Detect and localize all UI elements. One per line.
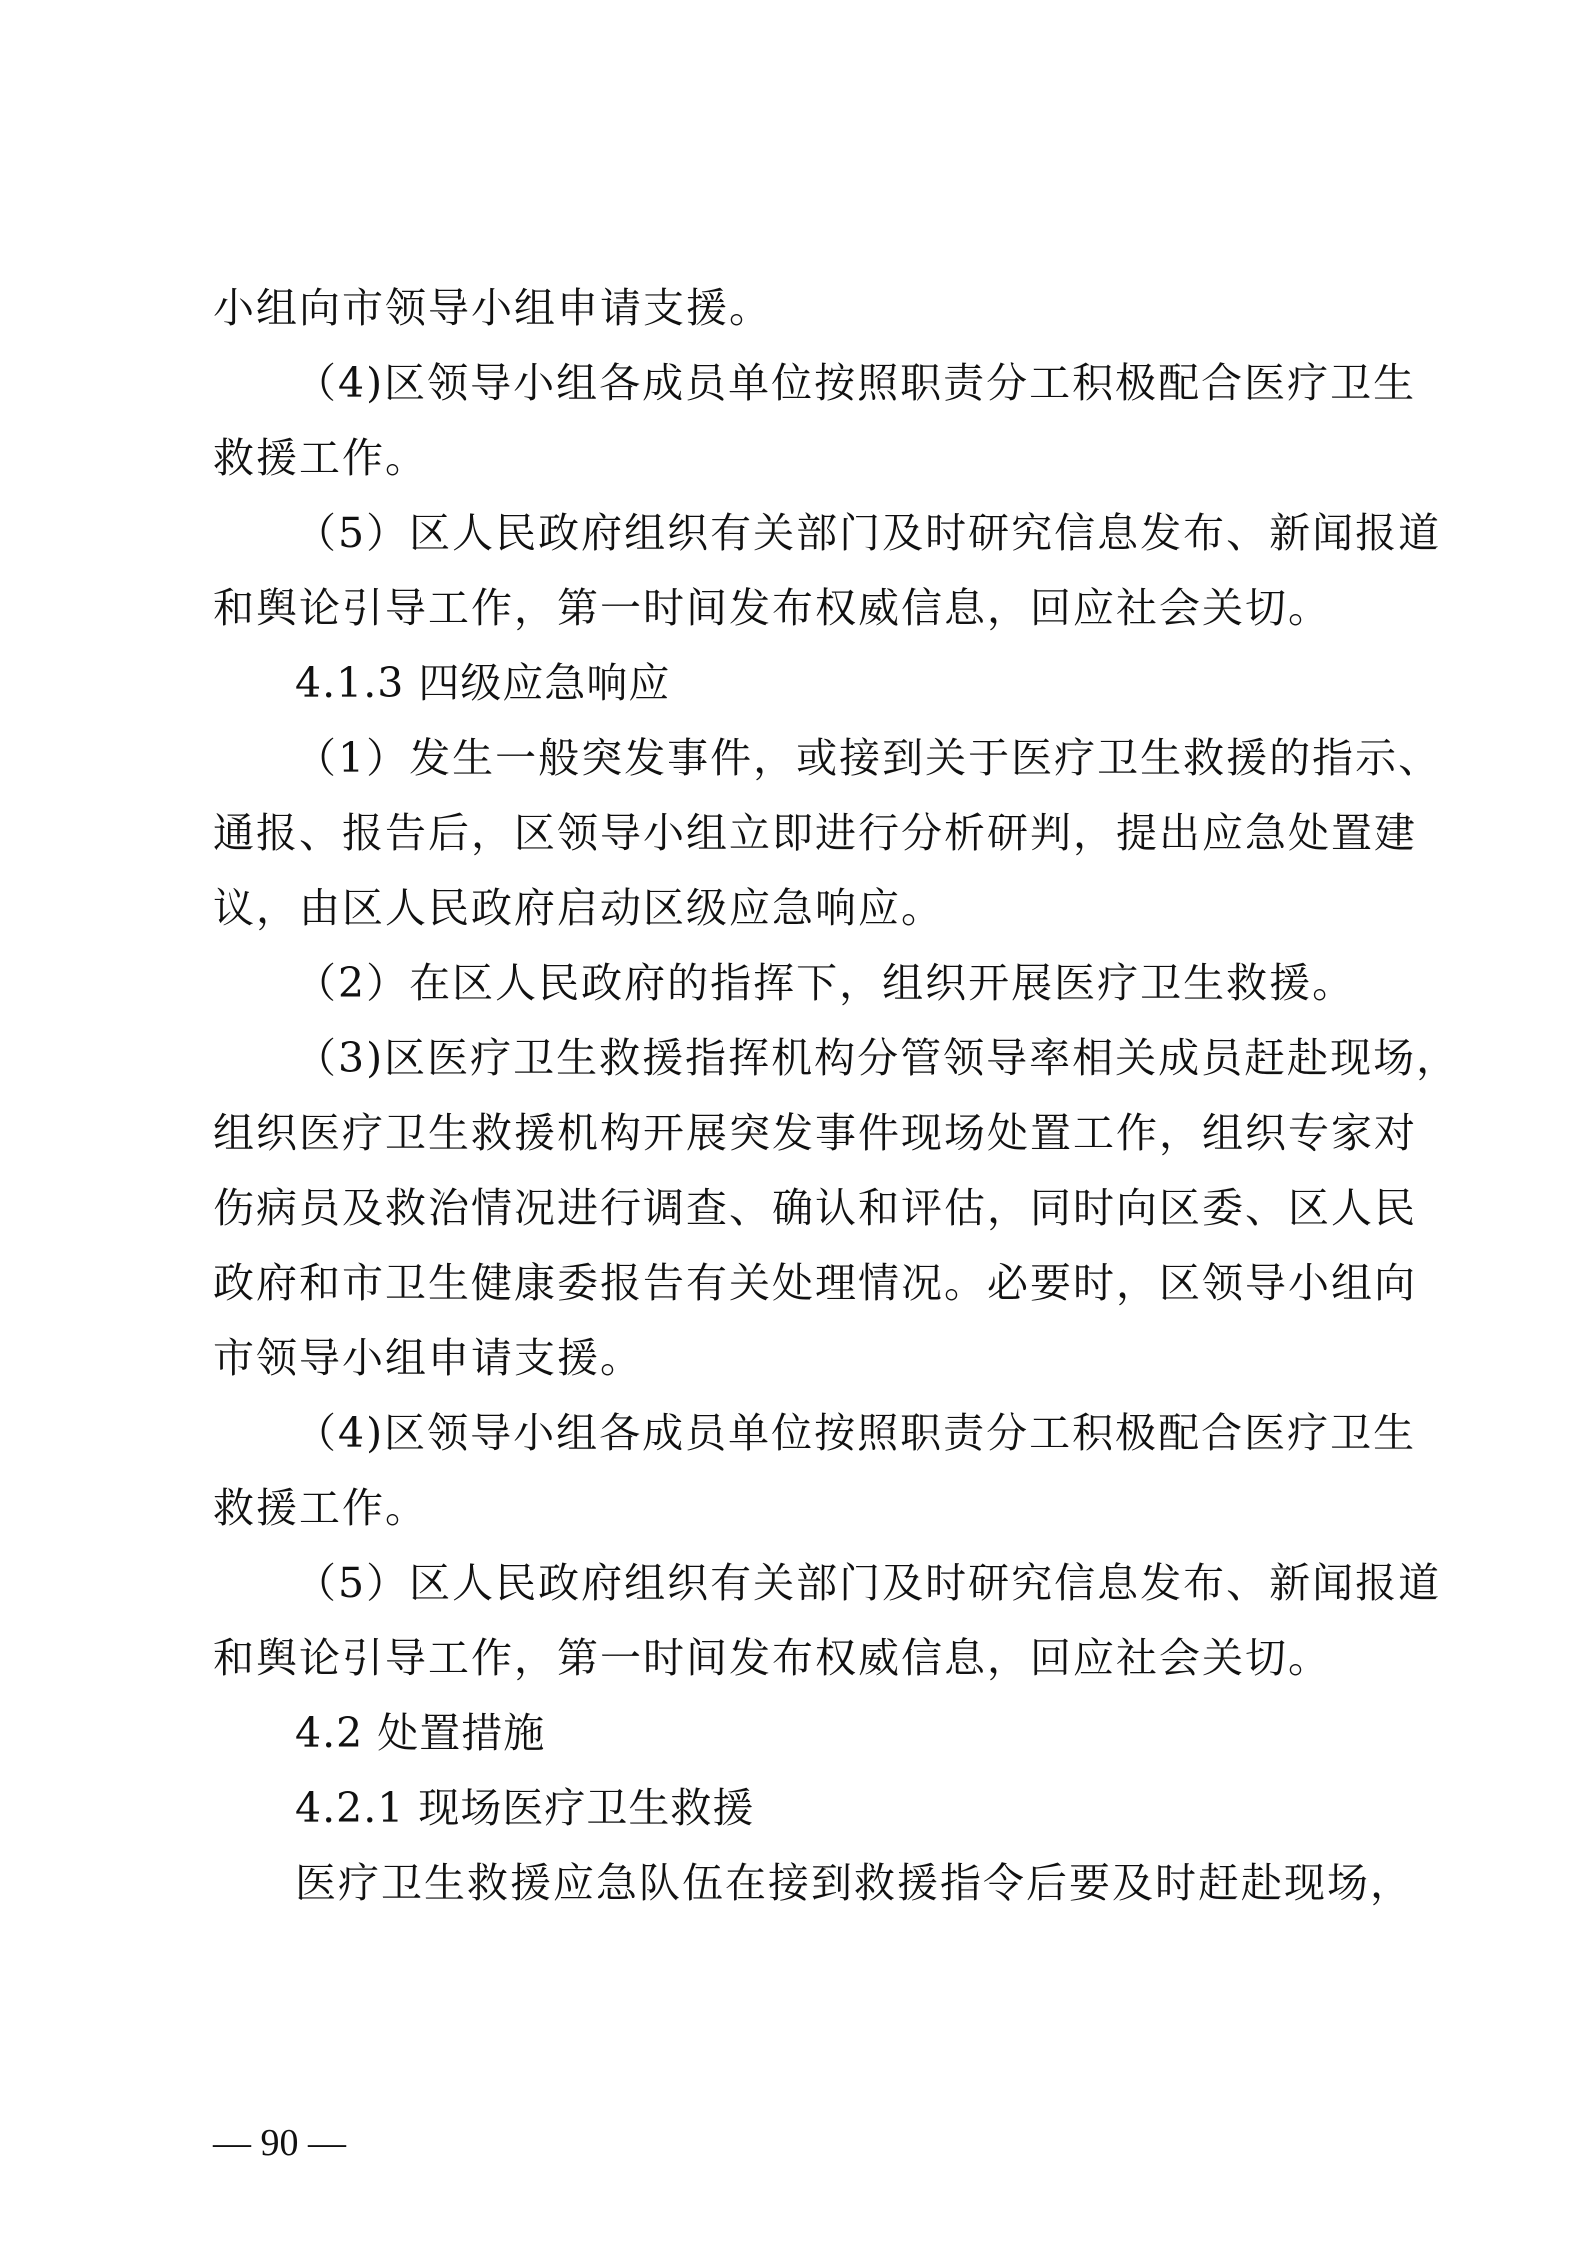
- text-line: 救援工作。: [213, 1484, 428, 1532]
- text-line: 议，由区人民政府启动区级应急响应。: [213, 884, 944, 932]
- text-line: 小组向市领导小组申请支援。: [213, 284, 772, 332]
- text-line: （5）区人民政府组织有关部门及时研究信息发布、新闻报道: [295, 1559, 1442, 1607]
- section-heading: 4.1.3 四级应急响应: [295, 659, 671, 707]
- text-line: （2）在区人民政府的指挥下，组织开展医疗卫生救援。: [295, 959, 1356, 1007]
- text-line: 组织医疗卫生救援机构开展突发事件现场处置工作，组织专家对: [213, 1109, 1417, 1157]
- text-line: 和舆论引导工作，第一时间发布权威信息，回应社会关切。: [213, 1634, 1331, 1682]
- section-heading: 4.2.1 现场医疗卫生救援: [295, 1784, 755, 1832]
- text-line: （5）区人民政府组织有关部门及时研究信息发布、新闻报道: [295, 509, 1442, 557]
- text-line: 和舆论引导工作，第一时间发布权威信息，回应社会关切。: [213, 584, 1331, 632]
- text-line: （3)区医疗卫生救援指挥机构分管领导率相关成员赶赴现场，: [295, 1034, 1460, 1082]
- section-heading: 4.2 处置措施: [295, 1709, 546, 1757]
- text-line: 救援工作。: [213, 434, 428, 482]
- text-line: （1）发生一般突发事件，或接到关于医疗卫生救援的指示、: [295, 734, 1442, 782]
- page-number: — 90 —: [213, 2122, 346, 2164]
- text-line: 市领导小组申请支援。: [213, 1334, 643, 1382]
- text-line: （4)区领导小组各成员单位按照职责分工积极配合医疗卫生: [295, 1409, 1417, 1457]
- text-line: （4)区领导小组各成员单位按照职责分工积极配合医疗卫生: [295, 359, 1417, 407]
- text-line: 伤病员及救治情况进行调查、确认和评估，同时向区委、区人民: [213, 1184, 1417, 1232]
- text-line: 政府和市卫生健康委报告有关处理情况。必要时，区领导小组向: [213, 1259, 1417, 1307]
- text-line: 通报、报告后，区领导小组立即进行分析研判，提出应急处置建: [213, 809, 1417, 857]
- text-line: 医疗卫生救援应急队伍在接到救援指令后要及时赶赴现场，: [295, 1859, 1413, 1907]
